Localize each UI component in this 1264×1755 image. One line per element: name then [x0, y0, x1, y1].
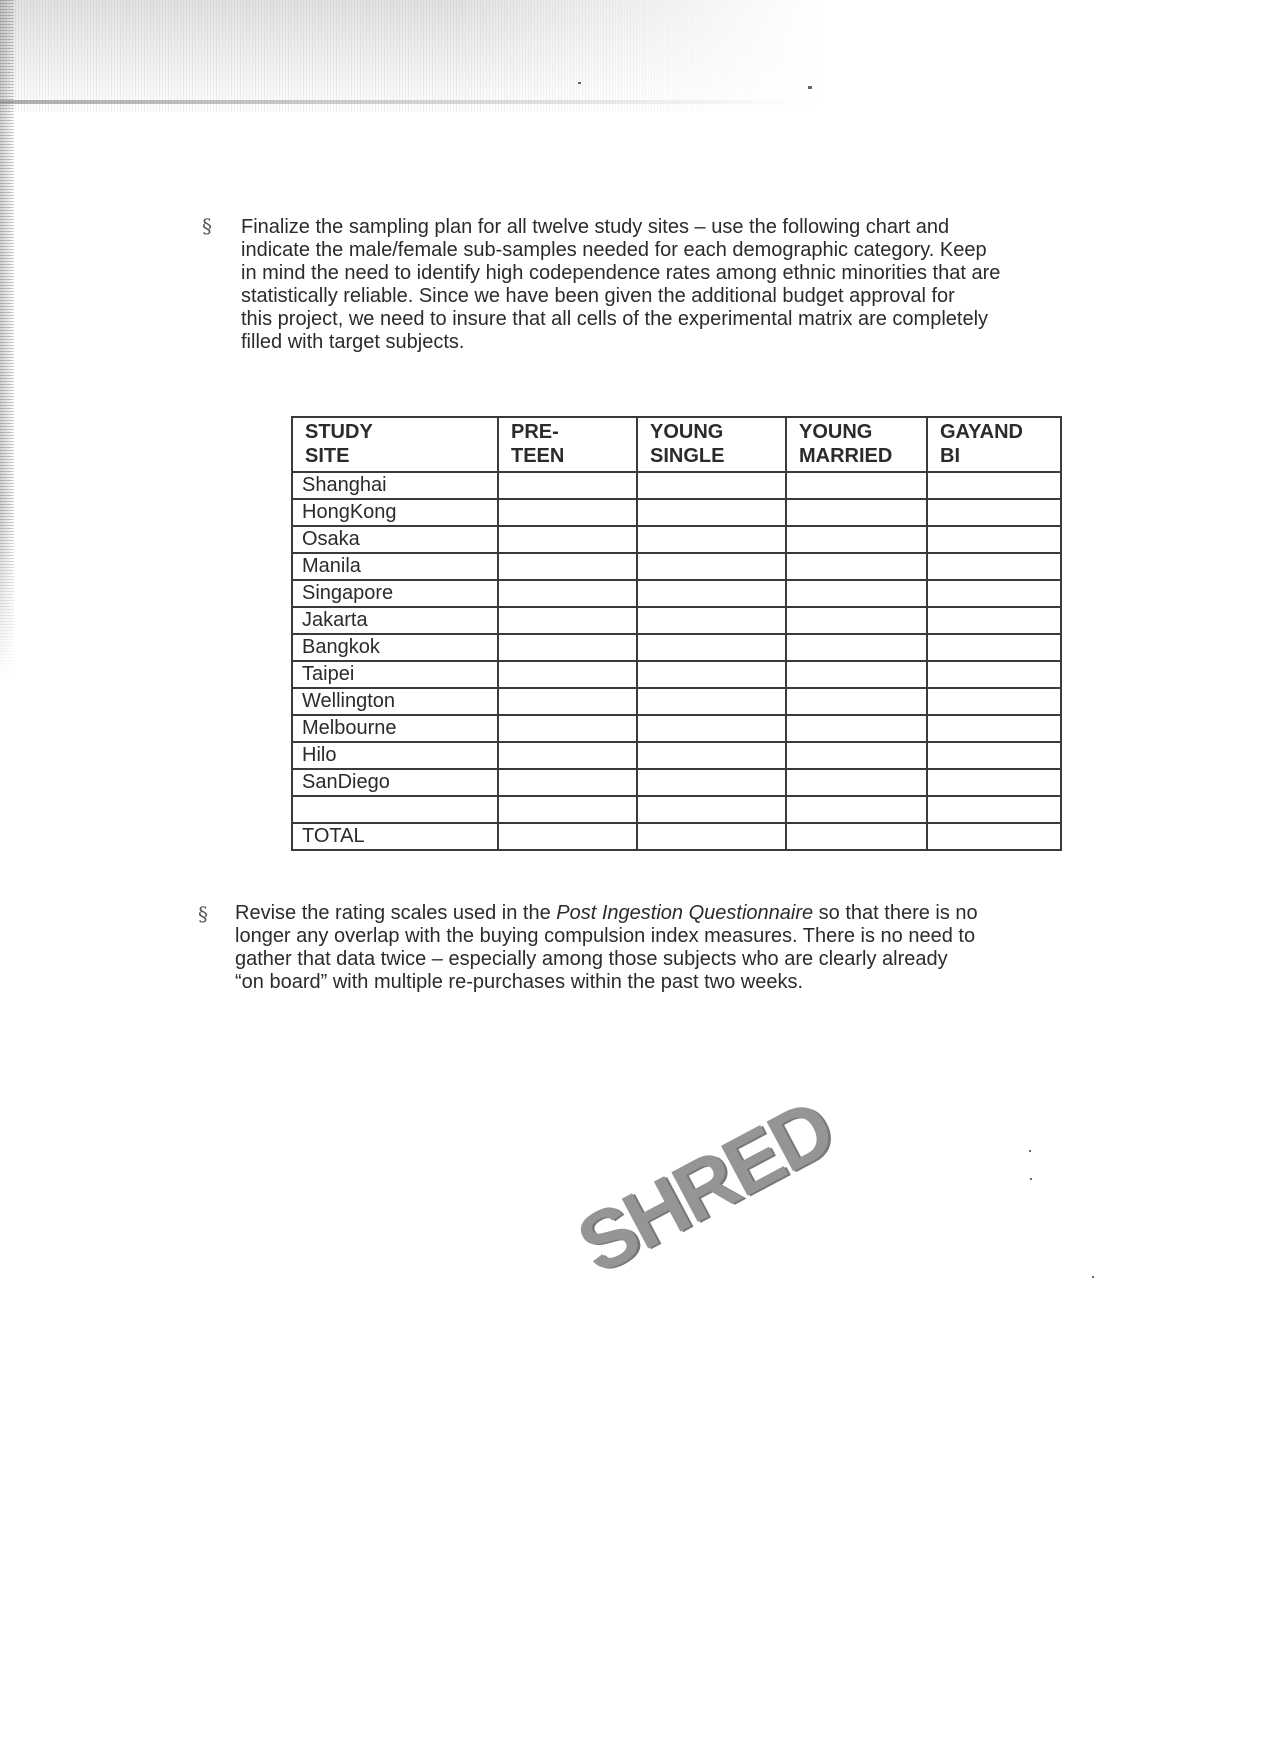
cell-young-married — [786, 472, 927, 499]
cell-young-married — [786, 526, 927, 553]
cell-pre-teen — [498, 499, 637, 526]
column-header-young-married — [786, 417, 927, 472]
study-site-cell: Singapore — [292, 580, 498, 607]
column-header-line: YOUNG — [799, 421, 873, 443]
table-row — [292, 796, 1061, 823]
cell-young-single — [637, 688, 786, 715]
cell-pre-teen — [498, 607, 637, 634]
cell-gay-and-bi — [927, 607, 1061, 634]
cell-young-single — [637, 526, 786, 553]
table-row — [292, 526, 1061, 553]
cell-pre-teen — [498, 634, 637, 661]
cell-young-married — [786, 823, 927, 850]
cell-gay-and-bi — [927, 715, 1061, 742]
shred-stamp: SHRED — [563, 1083, 847, 1292]
cell-young-single — [637, 796, 786, 823]
study-site-cell: Osaka — [292, 526, 498, 553]
study-site-cell: Bangkok — [292, 634, 498, 661]
column-header-study-site — [292, 417, 498, 472]
cell-pre-teen — [498, 688, 637, 715]
study-site-cell: Wellington — [292, 688, 498, 715]
paragraph-line: statistically reliable. Since we have been given the additional budget approval for — [241, 285, 955, 307]
cell-young-single — [637, 769, 786, 796]
cell-pre-teen — [498, 715, 637, 742]
cell-pre-teen — [498, 661, 637, 688]
instruction-paragraph-rating-scales — [235, 902, 978, 994]
cell-young-married — [786, 580, 927, 607]
paragraph-line — [235, 902, 978, 925]
scan-speck — [578, 82, 581, 84]
study-site-cell: Hilo — [292, 742, 498, 769]
study-site-cell: Jakarta — [292, 607, 498, 634]
cell-young-single — [637, 715, 786, 742]
bullet-symbol: § — [198, 902, 208, 926]
questionnaire-title: Post Ingestion Questionnaire — [556, 902, 814, 924]
cell-pre-teen — [498, 742, 637, 769]
column-header-pre-teen — [498, 417, 637, 472]
cell-gay-and-bi — [927, 634, 1061, 661]
column-header-line: STUDY — [305, 421, 373, 443]
column-header-line: BI — [940, 445, 960, 467]
study-site-cell: Melbourne — [292, 715, 498, 742]
study-site-cell: Taipei — [292, 661, 498, 688]
paragraph-line: indicate the male/female sub-samples needed for each demographic category. Keep — [241, 239, 987, 261]
cell-young-married — [786, 553, 927, 580]
cell-young-married — [786, 742, 927, 769]
scan-shadow-top — [0, 0, 820, 112]
paragraph-line: gather that data twice – especially among those subjects who are clearly already — [235, 948, 948, 970]
cell-pre-teen — [498, 796, 637, 823]
cell-young-single — [637, 553, 786, 580]
cell-young-single — [637, 472, 786, 499]
cell-pre-teen — [498, 553, 637, 580]
table-row — [292, 580, 1061, 607]
cell-gay-and-bi — [927, 472, 1061, 499]
scan-speck — [1092, 1276, 1094, 1278]
table-row — [292, 499, 1061, 526]
scan-edge-top — [0, 100, 800, 104]
cell-young-married — [786, 715, 927, 742]
sampling-matrix-table — [291, 416, 1062, 851]
table-row — [292, 553, 1061, 580]
table-row — [292, 661, 1061, 688]
cell-gay-and-bi — [927, 553, 1061, 580]
table-row — [292, 634, 1061, 661]
paragraph-text: so that there is no — [813, 902, 978, 924]
cell-young-married — [786, 661, 927, 688]
bullet-symbol: § — [202, 214, 212, 238]
cell-young-single — [637, 580, 786, 607]
cell-gay-and-bi — [927, 742, 1061, 769]
cell-young-married — [786, 688, 927, 715]
table-row — [292, 688, 1061, 715]
cell-young-single — [637, 661, 786, 688]
instruction-paragraph-sampling — [241, 216, 1000, 354]
cell-young-single — [637, 823, 786, 850]
cell-young-married — [786, 796, 927, 823]
cell-gay-and-bi — [927, 796, 1061, 823]
study-site-cell: Shanghai — [292, 472, 498, 499]
cell-gay-and-bi — [927, 823, 1061, 850]
column-header-line: SITE — [305, 445, 350, 467]
paragraph-line: longer any overlap with the buying compulsion index measures. There is no need to — [235, 925, 976, 947]
study-site-cell — [292, 796, 498, 823]
scan-shadow-left — [0, 0, 14, 680]
cell-young-married — [786, 499, 927, 526]
cell-young-single — [637, 499, 786, 526]
study-site-cell: SanDiego — [292, 769, 498, 796]
column-header-line: PRE- — [511, 421, 559, 443]
column-header-line: YOUNG — [650, 421, 724, 443]
paragraph-line: filled with target subjects. — [241, 331, 465, 353]
column-header-young-single — [637, 417, 786, 472]
scan-speck — [808, 86, 812, 89]
table-header-row — [292, 417, 1061, 472]
cell-pre-teen — [498, 472, 637, 499]
study-site-cell: Manila — [292, 553, 498, 580]
column-header-gay-and-bi — [927, 417, 1061, 472]
paragraph-line: Finalize the sampling plan for all twelve study sites – use the following chart and — [241, 216, 950, 238]
column-header-line: MARRIED — [799, 445, 893, 467]
cell-young-married — [786, 634, 927, 661]
table-row — [292, 769, 1061, 796]
column-header-line: TEEN — [511, 445, 565, 467]
cell-pre-teen — [498, 526, 637, 553]
cell-young-married — [786, 607, 927, 634]
cell-gay-and-bi — [927, 580, 1061, 607]
cell-young-single — [637, 634, 786, 661]
study-site-cell: TOTAL — [292, 823, 498, 850]
cell-pre-teen — [498, 580, 637, 607]
paragraph-line: this project, we need to insure that all cells of the experimental matrix are completely — [241, 308, 989, 330]
paragraph-line: “on board” with multiple re-purchases within the past two weeks. — [235, 971, 804, 993]
table-row — [292, 742, 1061, 769]
paragraph-text: Revise the rating scales used in the — [235, 902, 557, 924]
table-body — [292, 472, 1061, 850]
cell-young-single — [637, 607, 786, 634]
cell-gay-and-bi — [927, 688, 1061, 715]
scan-speck — [1029, 1150, 1031, 1152]
cell-gay-and-bi — [927, 661, 1061, 688]
column-header-line: GAYAND — [940, 421, 1023, 443]
scan-speck — [1030, 1178, 1032, 1180]
cell-young-married — [786, 769, 927, 796]
table-row — [292, 823, 1061, 850]
study-site-cell: HongKong — [292, 499, 498, 526]
table-row — [292, 607, 1061, 634]
cell-pre-teen — [498, 769, 637, 796]
column-header-line: SINGLE — [650, 445, 725, 467]
table-row — [292, 715, 1061, 742]
paragraph-line: in mind the need to identify high codependence rates among ethnic minorities that are — [241, 262, 1001, 284]
cell-gay-and-bi — [927, 499, 1061, 526]
cell-young-single — [637, 742, 786, 769]
cell-gay-and-bi — [927, 769, 1061, 796]
table-row — [292, 472, 1061, 499]
cell-gay-and-bi — [927, 526, 1061, 553]
cell-pre-teen — [498, 823, 637, 850]
